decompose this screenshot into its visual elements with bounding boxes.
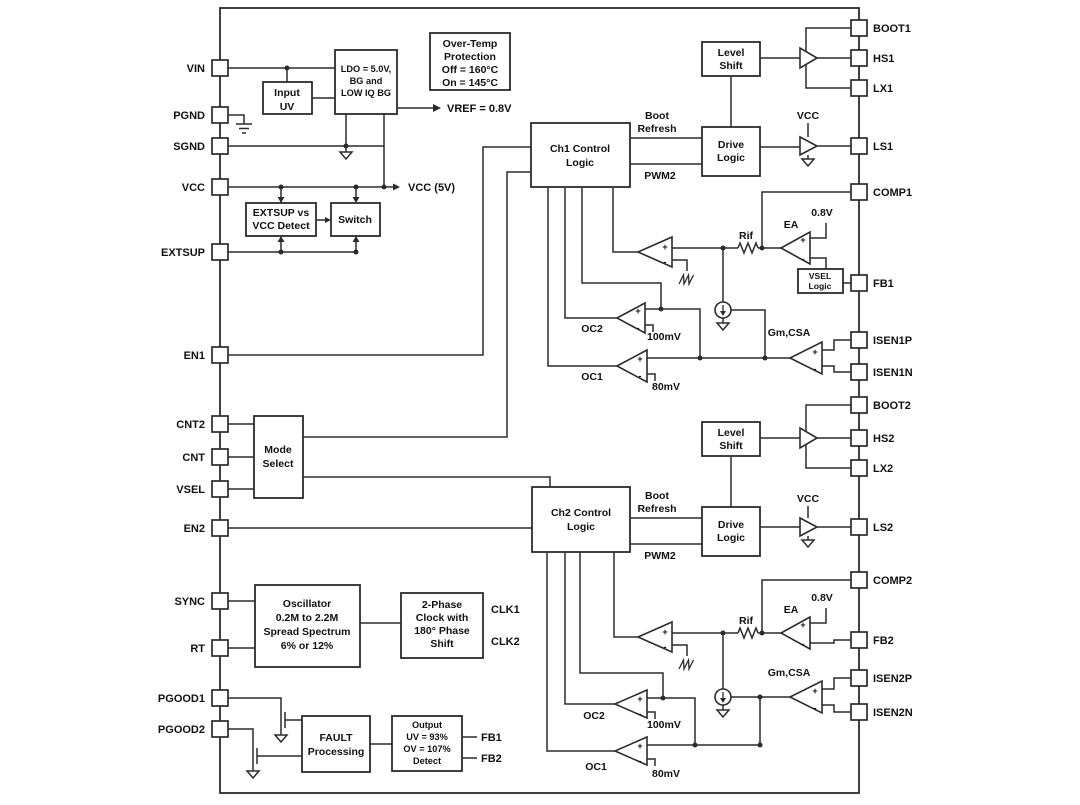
clk2-label: CLK2	[491, 636, 520, 648]
plus-mark: +	[662, 627, 668, 637]
output-detect-line2: UV = 93%	[406, 732, 448, 742]
pin-label-vcc: VCC	[181, 182, 205, 194]
th100-1-label: 100mV	[647, 331, 681, 343]
minus-mark: -	[663, 642, 667, 652]
pin-sync	[212, 593, 228, 609]
output-detect-line3: OV = 107%	[403, 744, 451, 754]
fb1-stub-label: FB1	[481, 732, 502, 744]
oscillator-line2: 0.2M to 2.2M	[275, 612, 339, 624]
ch2-control-line1: Ch2 Control	[550, 507, 612, 519]
ldo-line3: LOW IQ BG	[340, 88, 392, 98]
pin-label-lx1: LX1	[873, 83, 894, 95]
extsup-detect-line1: EXTSUP vs	[252, 207, 310, 219]
pin-pgood2	[212, 721, 228, 737]
gm-csa-2-label: Gm,CSA	[767, 667, 811, 679]
level-shift1-line2: Shift	[719, 60, 743, 72]
pin-label-ls1: LS1	[873, 141, 894, 153]
rif1-label: Rif	[739, 230, 753, 242]
boot-refresh1-line2: Refresh	[637, 123, 677, 135]
oscillator-line1: Oscillator	[282, 598, 332, 610]
boot-refresh1-line1: Boot	[645, 110, 669, 122]
mode-select-line1: Mode	[264, 444, 292, 456]
pin-label-vin: VIN	[186, 63, 205, 75]
pin-pgnd	[212, 107, 228, 123]
th100-2-label: 100mV	[647, 719, 681, 731]
phase-clock-line1: 2-Phase	[421, 599, 463, 611]
boot-refresh2-line2: Refresh	[637, 503, 677, 515]
minus-mark: -	[663, 257, 667, 267]
left-pins	[158, 60, 228, 737]
right-pins	[851, 20, 913, 720]
minus-mark: -	[813, 364, 817, 374]
block-ch1-control	[531, 123, 630, 187]
pin-label-en1: EN1	[183, 350, 205, 362]
overtemp-line3: Off = 160°C	[441, 64, 499, 76]
pin-label-sync: SYNC	[174, 596, 205, 608]
plus-mark: +	[812, 686, 818, 696]
clk1-label: CLK1	[491, 604, 520, 616]
input-uv-line1: Input	[274, 87, 300, 99]
th80-2-label: 80mV	[652, 768, 681, 780]
minus-mark: -	[638, 371, 642, 381]
ch1-control-line2: Logic	[566, 157, 594, 169]
phase-clock-line2: Clock with	[415, 612, 469, 624]
pin-lx1	[851, 80, 867, 96]
pin-vcc	[212, 179, 228, 195]
plus-mark: +	[637, 694, 643, 704]
pin-label-cnt: CNT	[182, 452, 205, 464]
fb2-stub-label: FB2	[481, 753, 502, 765]
overtemp-line1: Over-Temp	[442, 38, 498, 50]
pin-boot1	[851, 20, 867, 36]
ref08-label-2: 0.8V	[811, 592, 833, 604]
phase-clock-line3: 180° Phase	[414, 625, 470, 637]
plus-mark: +	[800, 620, 806, 630]
pin-cnt	[212, 449, 228, 465]
rif2-label: Rif	[739, 615, 753, 627]
overtemp-line4: On = 145°C	[442, 77, 498, 89]
vcc-label-drv2: VCC	[796, 493, 820, 505]
pin-label-extsup: EXTSUP	[160, 247, 205, 259]
pin-label-boot2: BOOT2	[873, 400, 911, 412]
pin-label-isen2n: ISEN2N	[873, 707, 913, 719]
pwm2-label-2: PWM2	[644, 550, 676, 562]
pin-comp2	[851, 572, 867, 588]
oscillator-line3: Spread Spectrum	[263, 626, 351, 638]
plus-mark: +	[637, 741, 643, 751]
pin-label-sgnd: SGND	[173, 141, 205, 153]
oc2-1-label: OC2	[581, 323, 603, 335]
block-ch2-control	[532, 487, 630, 552]
ref08-label-1: 0.8V	[811, 207, 833, 219]
pin-label-ls2: LS2	[873, 522, 894, 534]
fault-line1: FAULT	[319, 732, 353, 744]
plus-mark: +	[637, 354, 643, 364]
vsel-logic-line1: VSEL	[808, 271, 832, 281]
vref-label: VREF = 0.8V	[447, 103, 512, 115]
output-detect-line4: Detect	[412, 756, 442, 766]
block-mode-select	[254, 416, 303, 498]
drive-logic2-line2: Logic	[717, 532, 745, 544]
overtemp-line2: Protection	[444, 51, 496, 63]
vcc-label-drv1: VCC	[796, 110, 820, 122]
pin-label-en2: EN2	[183, 523, 205, 535]
pin-vin	[212, 60, 228, 76]
fault-line2: Processing	[307, 746, 365, 758]
oc1-2-label: OC1	[585, 761, 607, 773]
pin-label-cnt2: CNT2	[176, 419, 205, 431]
pin-label-comp1: COMP1	[873, 187, 913, 199]
pin-label-comp2: COMP2	[873, 575, 913, 587]
gm-csa-1-label: Gm,CSA	[767, 327, 811, 339]
input-uv-line2: UV	[279, 101, 295, 113]
pin-pgood1	[212, 690, 228, 706]
minus-mark: -	[636, 323, 640, 333]
minus-mark: -	[813, 703, 817, 713]
block-fault	[302, 716, 370, 772]
oc1-1-label: OC1	[581, 371, 603, 383]
pin-boot2	[851, 397, 867, 413]
mode-select-line2: Select	[262, 458, 294, 470]
pin-label-fb2: FB2	[873, 635, 894, 647]
level-shift1-line1: Level	[717, 47, 745, 59]
level-shift2-line2: Shift	[719, 440, 743, 452]
pin-fb1	[851, 275, 867, 291]
output-detect-line1: Output	[411, 720, 443, 730]
ch2-control-line2: Logic	[567, 521, 595, 533]
pin-label-lx2: LX2	[873, 463, 894, 475]
pin-extsup	[212, 244, 228, 260]
ea1-label: EA	[783, 219, 799, 231]
vcc5-label: VCC (5V)	[408, 182, 456, 194]
plus-mark: +	[635, 306, 641, 316]
vsel-logic-line2: Logic	[808, 281, 832, 291]
pin-ls1	[851, 138, 867, 154]
pin-ls2	[851, 519, 867, 535]
th80-1-label: 80mV	[652, 381, 681, 393]
plus-mark: +	[662, 242, 668, 252]
pin-label-fb1: FB1	[873, 278, 894, 290]
pin-label-isen1n: ISEN1N	[873, 367, 913, 379]
pin-label-boot1: BOOT1	[873, 23, 911, 35]
switch-label: Switch	[338, 214, 372, 226]
minus-mark: -	[801, 254, 805, 264]
ldo-line1: LDO = 5.0V,	[340, 64, 392, 74]
pwm2-label-1: PWM2	[644, 170, 676, 182]
pin-isen1p	[851, 332, 867, 348]
pin-rt	[212, 640, 228, 656]
pin-isen2n	[851, 704, 867, 720]
pin-lx2	[851, 460, 867, 476]
minus-mark: -	[638, 709, 642, 719]
pin-label-isen1p: ISEN1P	[873, 335, 913, 347]
pin-hs2	[851, 430, 867, 446]
pin-hs1	[851, 50, 867, 66]
pin-isen2p	[851, 670, 867, 686]
drive-logic1-line2: Logic	[717, 152, 745, 164]
pin-en2	[212, 520, 228, 536]
pin-label-pgnd: PGND	[173, 110, 205, 122]
ch1-control-line1: Ch1 Control	[549, 143, 611, 155]
pin-cnt2	[212, 416, 228, 432]
plus-mark: +	[800, 235, 806, 245]
ldo-line2: BG and	[349, 76, 383, 86]
pin-label-pgood2: PGOOD2	[157, 724, 205, 736]
plus-mark: +	[812, 347, 818, 357]
pin-label-rt: RT	[190, 643, 205, 655]
drive-logic2-line1: Drive	[717, 519, 745, 531]
pin-label-isen2p: ISEN2P	[873, 673, 913, 685]
oc2-2-label: OC2	[583, 710, 605, 722]
pin-fb2	[851, 632, 867, 648]
ea2-label: EA	[783, 604, 799, 616]
oscillator-line4: 6% or 12%	[280, 640, 334, 652]
minus-mark: -	[801, 639, 805, 649]
phase-clock-line4: Shift	[430, 638, 454, 650]
pin-vsel	[212, 481, 228, 497]
minus-mark: -	[638, 756, 642, 766]
pin-isen1n	[851, 364, 867, 380]
pin-en1	[212, 347, 228, 363]
pin-sgnd	[212, 138, 228, 154]
level-shift2-line1: Level	[717, 427, 745, 439]
pin-label-pgood1: PGOOD1	[157, 693, 205, 705]
drive-logic1-line1: Drive	[717, 139, 745, 151]
pin-label-vsel: VSEL	[176, 484, 205, 496]
boot-refresh2-line1: Boot	[645, 490, 669, 502]
pin-label-hs1: HS1	[873, 53, 895, 65]
extsup-detect-line2: VCC Detect	[252, 220, 310, 232]
pin-label-hs2: HS2	[873, 433, 895, 445]
pin-comp1	[851, 184, 867, 200]
